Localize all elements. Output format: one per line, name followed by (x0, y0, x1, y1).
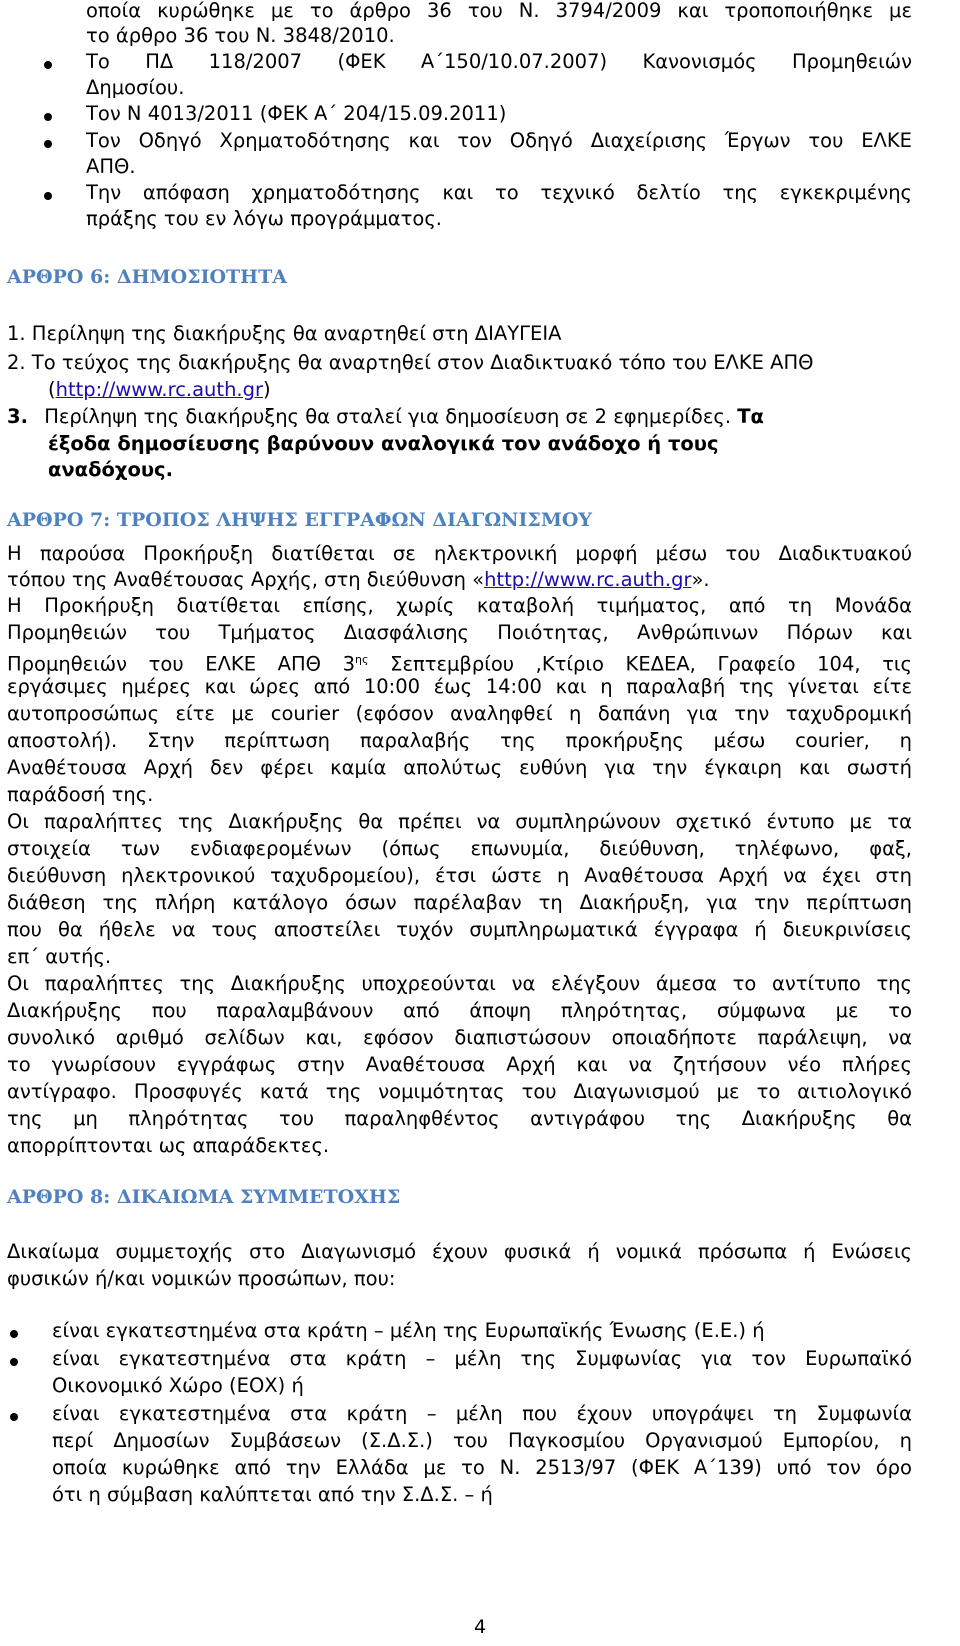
text-line: Την απόφαση χρηματοδότησης και το τεχνικό δελτίο της εγκεκριμένης (86, 181, 912, 204)
text-line: που θα ήθελε να τους αποστείλει τυχόν συμπληρωματικά έγγραφα ή διευκρινίσεις (7, 918, 912, 941)
text-line: Οι παραλήπτες της Διακήρυξης θα πρέπει να συμπληρώνουν σχετικό έντυπο με τα (7, 810, 912, 833)
list-item: 2. Το τεύχος της διακήρυξης θα αναρτηθεί στον Διαδικτυακό τόπο του ΕΛΚΕ ΑΠΘ (7, 351, 814, 374)
website-link[interactable]: http://www.rc.auth.gr (484, 568, 692, 591)
text-line: Διακήρυξης που παραλαμβάνουν από άποψη πληρότητας, σύμφωνα με το (7, 999, 912, 1022)
text-line: είναι εγκατεστημένα στα κράτη – μέλη της Συμφωνίας για τον Ευρωπαϊκό (52, 1347, 912, 1370)
bullet-icon (44, 140, 52, 148)
text-line: συνολικό αριθμό σελίδων και, εφόσον διαπιστώσουν οποιαδήποτε παράλειψη, να (7, 1026, 912, 1049)
paren: ( (48, 378, 56, 401)
text-line: επ΄ αυτής. (7, 945, 112, 968)
bullet-icon (10, 1330, 18, 1338)
section-heading: ΑΡΘΡΟ 6: ΔΗΜΟΣΙΟΤΗΤΑ (7, 266, 287, 288)
text-line: το άρθρο 36 του Ν. 3848/2010. (86, 24, 395, 47)
list-number: 3. (7, 405, 28, 428)
text-line: Το ΠΔ 118/2007 (ΦΕΚ Α΄150/10.07.2007) Κανονισμός Προμηθειών (86, 50, 912, 73)
section-heading: ΑΡΘΡΟ 8: ΔΙΚΑΙΩΜΑ ΣΥΜΜΕΤΟΧΗΣ (7, 1186, 401, 1208)
text: Περίληψη της διακήρυξης θα σταλεί για δημοσίευση σε 2 εφημερίδες. (44, 405, 732, 428)
text-line: Η παρούσα Προκήρυξη διατίθεται σε ηλεκτρονική μορφή μέσω του Διαδικτυακού (7, 542, 912, 565)
bold-text: αναδόχους. (48, 458, 173, 481)
text-line: παράδοσή της. (7, 783, 154, 806)
text-line: διάθεση της πλήρη κατάλογο όσων παρέλαβαν τη Διακήρυξη, για την περίπτωση (7, 891, 912, 914)
text: ». (691, 568, 710, 591)
bullet-icon (44, 192, 52, 200)
text-line: διεύθυνση ηλεκτρονικού ταχυδρομείου), έτσι ώστε η Αναθέτουσα Αρχή να έχει στη (7, 864, 912, 887)
text-line: φυσικών ή/και νομικών προσώπων, που: (7, 1267, 396, 1290)
text-line (7, 646, 912, 676)
section-heading: ΑΡΘΡΟ 7: ΤΡΟΠΟΣ ΛΗΨΗΣ ΕΓΓΡΑΦΩΝ ΔΙΑΓΩΝΙΣΜΟΥ (7, 509, 592, 531)
text-line: Οικονομικό Χώρο (ΕΟΧ) ή (52, 1374, 304, 1397)
text-line: αντίγραφο. Προσφυγές κατά της νομιμότητας του Διαγωνισμού με το αιτιολογικό (7, 1080, 912, 1103)
bullet-icon (10, 1413, 18, 1421)
text-line: είναι εγκατεστημένα στα κράτη – μέλη της Ευρωπαϊκής Ένωσης (Ε.Ε.) ή (52, 1319, 765, 1342)
text-line: Προμηθειών του Τμήματος Διασφάλισης Ποιότητας, Ανθρώπινων Πόρων και (7, 621, 912, 644)
text-line: το γνωρίσουν εγγράφως στην Αναθέτουσα Αρχή και να ζητήσουν νέο πλήρες (7, 1053, 912, 1076)
text-line: οποία κυρώθηκε με το άρθρο 36 του Ν. 3794/2009 και τροποποιήθηκε με (86, 0, 912, 22)
text: Προμηθειών του ΕΛΚΕ ΑΠΘ 3 (7, 652, 356, 676)
text-line: ότι η σύμβαση καλύπτεται από την Σ.Δ.Σ. – ή (52, 1483, 493, 1506)
text-line: οποία κυρώθηκε από την Ελλάδα με το Ν. 2513/97 (ΦΕΚ Α΄139) υπό τον όρο (52, 1456, 912, 1479)
text-line: στοιχεία των ενδιαφερομένων (όπως επωνυμία, διεύθυνση, τηλέφωνο, φαξ, (7, 837, 912, 860)
text-line: εργάσιμες ημέρες και ώρες από 10:00 έως 14:00 και η παραλαβή της γίνεται είτε (7, 675, 912, 698)
text: τόπου της Αναθέτουσας Αρχής, στη διεύθυνση « (7, 568, 485, 591)
superscript: ης (355, 653, 369, 666)
text-line: Αναθέτουσα Αρχή δεν φέρει καμία απολύτως ευθύνη για την έγκαιρη και σωστή (7, 756, 912, 779)
text-line: είναι εγκατεστημένα στα κράτη – μέλη που έχουν υπογράψει τη Συμφωνία (52, 1402, 912, 1425)
website-link[interactable]: http://www.rc.auth.gr (55, 378, 264, 401)
bold-text: έξοδα δημοσίευσης βαρύνουν αναλογικά τον ανάδοχο ή τους (48, 432, 719, 455)
bullet-icon (10, 1358, 18, 1366)
page-number: 4 (473, 1616, 487, 1638)
text-line: Τον Ν 4013/2011 (ΦΕΚ Α΄ 204/15.09.2011) (86, 102, 507, 125)
list-item (7, 403, 764, 430)
text-line: Η Προκήρυξη διατίθεται επίσης, χωρίς καταβολή τιμήματος, από τη Μονάδα (7, 594, 912, 617)
text-line (48, 376, 271, 403)
text-line: Οι παραλήπτες της Διακήρυξης υποχρεούνται να ελέγξουν άμεσα το αντίτυπο της (7, 972, 912, 995)
text-line: Δικαίωμα συμμετοχής στο Διαγωνισμό έχουν φυσικά ή νομικά πρόσωπα ή Ενώσεις (7, 1240, 912, 1263)
text-line: περί Δημοσίων Συμβάσεων (Σ.Δ.Σ.) του Παγκοσμίου Οργανισμού Εμπορίου, η (52, 1429, 912, 1452)
text-line: απορρίπτονται ως απαράδεκτες. (7, 1134, 330, 1157)
bullet-icon (44, 113, 52, 121)
text-line: της μη πληρότητας του παραληφθέντος αντιγράφου της Διακήρυξης θα (7, 1107, 912, 1130)
text-line: αποστολή). Στην περίπτωση παραλαβής της προκήρυξης μέσω courier, η (7, 729, 912, 752)
text-line: Τον Οδηγό Χρηματοδότησης και τον Οδηγό Διαχείρισης Έργων του ΕΛΚΕ (86, 129, 912, 152)
paren: ) (263, 378, 271, 401)
bullet-icon (44, 61, 52, 69)
text-line: Δημοσίου. (86, 76, 185, 99)
text: Σεπτεμβρίου ,Κτίριο ΚΕΔΕΑ, Γραφείο 104, τις (368, 652, 912, 676)
list-item: 1. Περίληψη της διακήρυξης θα αναρτηθεί στη ΔΙΑΥΓΕΙΑ (7, 322, 562, 345)
text-line: αυτοπροσώπως είτε με courier (εφόσον αναληφθεί η δαπάνη για την ταχυδρομική (7, 702, 912, 725)
bold-text: Τα (737, 405, 764, 428)
text-line (7, 566, 710, 593)
text-line: ΑΠΘ. (86, 155, 136, 178)
text-line: πράξης του εν λόγω προγράμματος. (86, 207, 442, 230)
